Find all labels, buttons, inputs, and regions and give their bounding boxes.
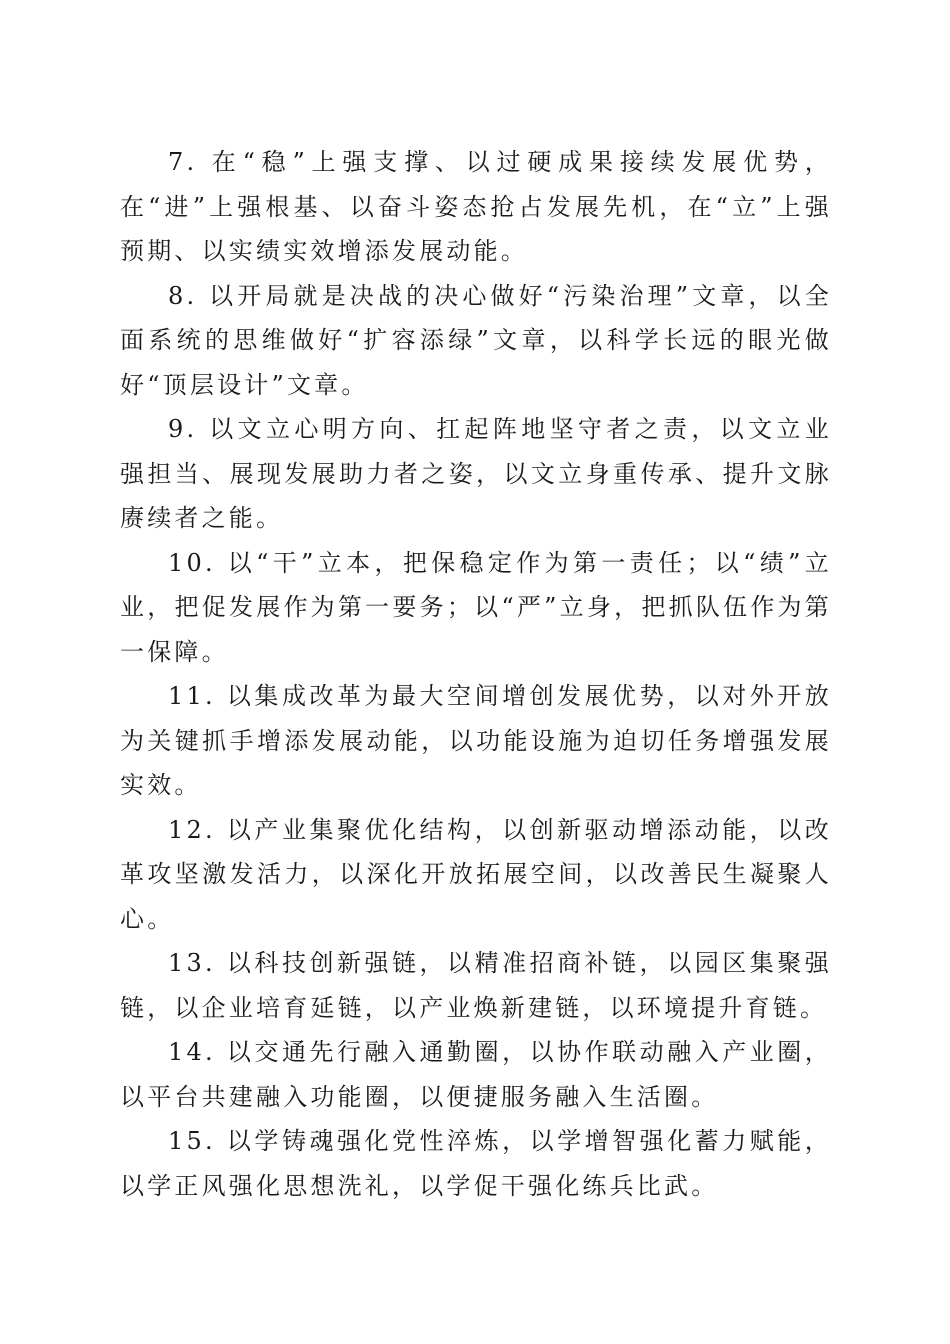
paragraph-15: 15. 以学铸魂强化党性淬炼，以学增智强化蓄力赋能，以学正风强化思想洗礼，以学促干强化练兵比武。 [120, 1127, 832, 1200]
paragraph-12: 12. 以产业集聚优化结构，以创新驱动增添动能，以改革攻坚激发活力，以深化开放拓展空间，以改善民生凝聚人心。 [120, 815, 832, 933]
paragraph-14: 14. 以交通先行融入通勤圈，以协作联动融入产业圈，以平台共建融入功能圈，以便捷服务融入生活圈。 [120, 1038, 832, 1111]
paragraph-9: 9. 以文立心明方向、扛起阵地坚守者之责，以文立业强担当、展现发展助力者之姿，以文立身重传承、提升文脉赓续者之能。 [120, 415, 832, 532]
paragraph-11: 11. 以集成改革为最大空间增创发展优势，以对外开放为关键抓手增添发展动能，以功能设施为迫切任务增强发展实效。 [120, 682, 832, 799]
paragraph-13: 13. 以科技创新强链，以精准招商补链，以园区集聚强链，以企业培育延链，以产业焕新建链，以环境提升育链。 [120, 949, 832, 1022]
paragraph-10: 10. 以“干”立本，把保稳定作为第一责任；以“绩”立业，把促发展作为第一要务；以“严”立身，把抓队伍作为第一保障。 [120, 548, 832, 666]
document-body [120, 140, 832, 1208]
paragraph-7: 7. 在“稳”上强支撑、以过硬成果接续发展优势，在“进”上强根基、以奋斗姿态抢占发展先机，在“立”上强预期、以实绩实效增添发展动能。 [120, 148, 832, 265]
paragraph-8: 8. 以开局就是决战的决心做好“污染治理”文章，以全面系统的思维做好“扩容添绿”文章，以科学长远的眼光做好“顶层设计”文章。 [120, 281, 832, 399]
